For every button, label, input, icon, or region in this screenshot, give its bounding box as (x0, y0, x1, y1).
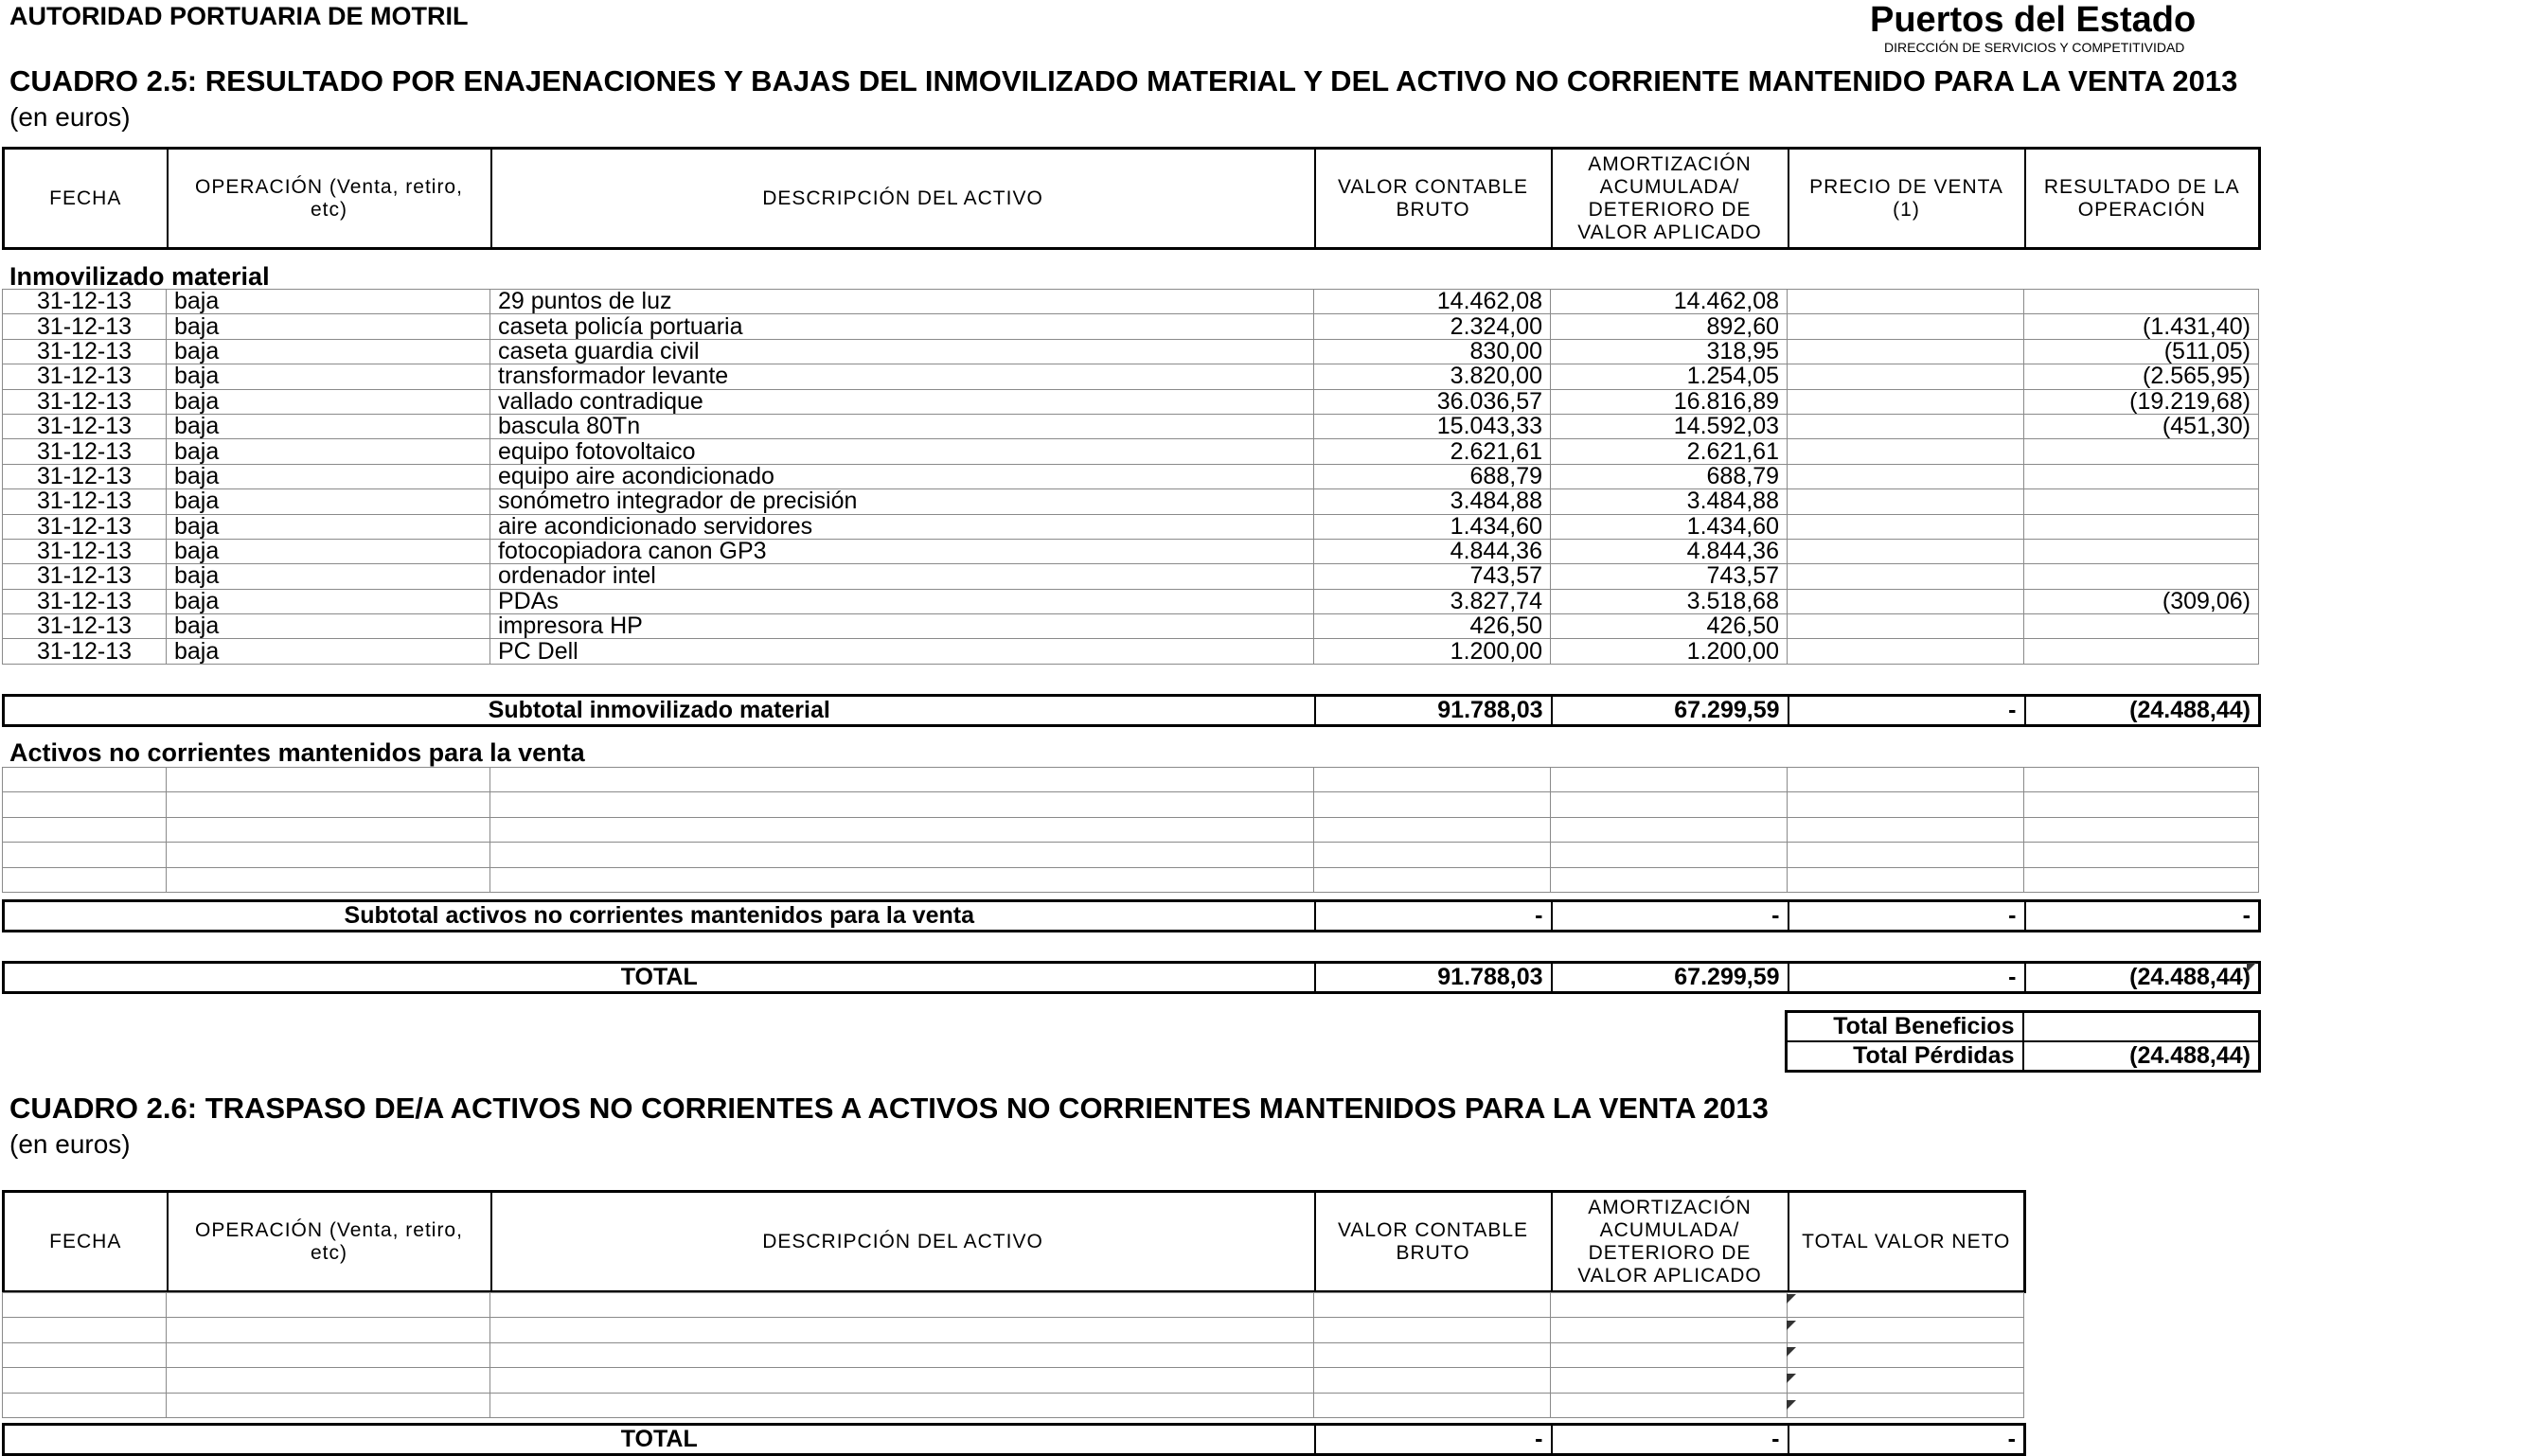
subtotal-precio: - (1788, 696, 2025, 726)
fecha-cell: 31-12-13 (3, 439, 167, 464)
precio-cell (1788, 364, 2024, 389)
col-operacion: OPERACIÓN (Venta, retiro, etc) (168, 149, 491, 249)
empty-row (3, 867, 2259, 892)
subtotal2-label: Subtotal activos no corrientes mantenidos para la venta (4, 901, 1315, 932)
brand-subtitle: DIRECCIÓN DE SERVICIOS Y COMPETITIVIDAD (1884, 40, 2185, 55)
precio-cell (1788, 539, 2024, 563)
valor-cell: 15.043,33 (1314, 414, 1551, 438)
table-row (3, 614, 2259, 639)
organization-name: AUTORIDAD PORTUARIA DE MOTRIL (9, 2, 469, 30)
col-amortizacion: AMORTIZACIÓN ACUMULADA/ DETERIORO DE VALOR APLICADO (1552, 149, 1788, 249)
operacion-cell: baja (167, 439, 490, 464)
descripcion-cell: fotocopiadora canon GP3 (490, 539, 1314, 563)
comment-marker-icon (1787, 1347, 1796, 1357)
table-row (3, 290, 2259, 314)
subtotal-valor: 91.788,03 (1315, 696, 1552, 726)
empty-row (3, 1342, 2024, 1367)
operacion-cell: baja (167, 339, 490, 364)
descripcion-cell: equipo aire acondicionado (490, 464, 1314, 488)
resultado-cell: (19.219,68) (2024, 389, 2259, 414)
amort-cell: 1.434,60 (1551, 514, 1788, 539)
t2-col-amortizacion: AMORTIZACIÓN ACUMULADA/ DETERIORO DE VALOR APLICADO (1552, 1192, 1788, 1292)
col-resultado: RESULTADO DE LA OPERACIÓN (2025, 149, 2260, 249)
t2-col-total-neto: TOTAL VALOR NETO (1788, 1192, 2025, 1292)
empty-row (3, 1393, 2024, 1417)
operacion-cell: baja (167, 514, 490, 539)
fecha-cell: 31-12-13 (3, 514, 167, 539)
col-valor-contable: VALOR CONTABLE BRUTO (1315, 149, 1552, 249)
comment-marker-icon (2247, 963, 2256, 972)
fecha-cell: 31-12-13 (3, 414, 167, 438)
descripcion-cell: impresora HP (490, 614, 1314, 639)
t2-total-valor: - (1315, 1425, 1552, 1455)
precio-cell (1788, 339, 2024, 364)
resultado-cell: (2.565,95) (2024, 364, 2259, 389)
fecha-cell: 31-12-13 (3, 539, 167, 563)
descripcion-cell: PDAs (490, 589, 1314, 613)
amort-cell: 1.200,00 (1551, 639, 1788, 664)
fecha-cell: 31-12-13 (3, 464, 167, 488)
subtotal-resultado: (24.488,44) (2025, 696, 2260, 726)
operacion-cell: baja (167, 614, 490, 639)
amort-cell: 4.844,36 (1551, 539, 1788, 563)
empty-row (3, 792, 2259, 817)
amort-cell: 2.621,61 (1551, 439, 1788, 464)
resultado-cell: (511,05) (2024, 339, 2259, 364)
amort-cell: 3.484,88 (1551, 489, 1788, 514)
subtotal2-resultado: - (2025, 901, 2260, 932)
total-beneficios-label: Total Beneficios (1787, 1012, 2023, 1042)
t2-col-descripcion: DESCRIPCIÓN DEL ACTIVO (491, 1192, 1315, 1292)
table2-body (2, 1292, 2024, 1418)
amort-cell: 892,60 (1551, 314, 1788, 339)
amort-cell: 16.816,89 (1551, 389, 1788, 414)
fecha-cell: 31-12-13 (3, 364, 167, 389)
operacion-cell: baja (167, 414, 490, 438)
descripcion-cell: caseta policía portuaria (490, 314, 1314, 339)
table1-units: (en euros) (9, 102, 131, 132)
subtotal-inmovilizado-row (2, 694, 2261, 727)
total-amort: 67.299,59 (1552, 963, 1788, 993)
t2-col-valor-contable: VALOR CONTABLE BRUTO (1315, 1192, 1552, 1292)
precio-cell (1788, 314, 2024, 339)
descripcion-cell: sonómetro integrador de precisión (490, 489, 1314, 514)
table1-title: CUADRO 2.5: RESULTADO POR ENAJENACIONES Y BAJAS DEL INMOVILIZADO MATERIAL Y DEL ACTIVO NO CORRIENTE MANTENIDO PARA LA VENTA 2013 (9, 64, 2238, 98)
total-resultado: (24.488,44) (2025, 963, 2260, 993)
comment-marker-icon (1787, 1321, 1796, 1330)
fecha-cell: 31-12-13 (3, 639, 167, 664)
precio-cell (1788, 389, 2024, 414)
fecha-cell: 31-12-13 (3, 489, 167, 514)
empty-row (3, 843, 2259, 867)
resultado-cell (2024, 614, 2259, 639)
total-row (2, 961, 2261, 994)
resultado-cell (2024, 564, 2259, 589)
table-row (3, 539, 2259, 563)
amort-cell: 14.592,03 (1551, 414, 1788, 438)
precio-cell (1788, 439, 2024, 464)
table2-title: CUADRO 2.6: TRASPASO DE/A ACTIVOS NO CORRIENTES A ACTIVOS NO CORRIENTES MANTENIDOS PARA LA VENTA 2013 (9, 1092, 1769, 1125)
descripcion-cell: transformador levante (490, 364, 1314, 389)
operacion-cell: baja (167, 539, 490, 563)
empty-row (3, 768, 2259, 792)
table-row (3, 414, 2259, 438)
subtotal2-amort: - (1552, 901, 1788, 932)
comment-marker-icon (1787, 1294, 1796, 1304)
descripcion-cell: vallado contradique (490, 389, 1314, 414)
amort-cell: 14.462,08 (1551, 290, 1788, 314)
table-row (3, 639, 2259, 664)
resultado-cell: (309,06) (2024, 589, 2259, 613)
amort-cell: 3.518,68 (1551, 589, 1788, 613)
operacion-cell: baja (167, 464, 490, 488)
table-row (3, 364, 2259, 389)
valor-cell: 1.200,00 (1314, 639, 1551, 664)
precio-cell (1788, 290, 2024, 314)
brand-logo-text: Puertos del Estado (1870, 0, 2197, 40)
table-row (3, 489, 2259, 514)
empty-row (3, 1318, 2024, 1342)
table-row (3, 514, 2259, 539)
valor-cell: 830,00 (1314, 339, 1551, 364)
fecha-cell: 31-12-13 (3, 564, 167, 589)
operacion-cell: baja (167, 364, 490, 389)
table-row (3, 439, 2259, 464)
col-descripcion: DESCRIPCIÓN DEL ACTIVO (491, 149, 1315, 249)
precio-cell (1788, 489, 2024, 514)
table2-total-row (2, 1423, 2026, 1456)
operacion-cell: baja (167, 389, 490, 414)
t2-total-neto: - (1788, 1425, 2025, 1455)
valor-cell: 2.324,00 (1314, 314, 1551, 339)
resultado-cell: (451,30) (2024, 414, 2259, 438)
table2-units: (en euros) (9, 1129, 131, 1159)
comment-marker-icon (1787, 1400, 1796, 1410)
total-perdidas-label: Total Pérdidas (1787, 1041, 2023, 1072)
precio-cell (1788, 589, 2024, 613)
empty-row (3, 1368, 2024, 1393)
col-precio-venta: PRECIO DE VENTA (1) (1788, 149, 2025, 249)
resultado-cell (2024, 464, 2259, 488)
resultado-cell (2024, 439, 2259, 464)
descripcion-cell: aire acondicionado servidores (490, 514, 1314, 539)
total-label: TOTAL (4, 963, 1315, 993)
valor-cell: 426,50 (1314, 614, 1551, 639)
comment-marker-icon (1787, 1374, 1796, 1383)
table-row (3, 389, 2259, 414)
table-row (3, 464, 2259, 488)
resultado-cell (2024, 639, 2259, 664)
descripcion-cell: caseta guardia civil (490, 339, 1314, 364)
valor-cell: 3.484,88 (1314, 489, 1551, 514)
operacion-cell: baja (167, 489, 490, 514)
resultado-cell (2024, 514, 2259, 539)
operacion-cell: baja (167, 589, 490, 613)
fecha-cell: 31-12-13 (3, 290, 167, 314)
descripcion-cell: equipo fotovoltaico (490, 439, 1314, 464)
valor-cell: 14.462,08 (1314, 290, 1551, 314)
subtotal-label: Subtotal inmovilizado material (4, 696, 1315, 726)
valor-cell: 36.036,57 (1314, 389, 1551, 414)
resultado-cell (2024, 290, 2259, 314)
beneficios-perdidas-box (1785, 1010, 2261, 1073)
valor-cell: 688,79 (1314, 464, 1551, 488)
empty-row (3, 1293, 2024, 1318)
empty-row (3, 817, 2259, 842)
subtotal2-precio: - (1788, 901, 2025, 932)
resultado-cell (2024, 489, 2259, 514)
valor-cell: 743,57 (1314, 564, 1551, 589)
valor-cell: 2.621,61 (1314, 439, 1551, 464)
col-fecha: FECHA (4, 149, 168, 249)
table-row (3, 314, 2259, 339)
precio-cell (1788, 464, 2024, 488)
operacion-cell: baja (167, 564, 490, 589)
table2-header (2, 1190, 2026, 1293)
table1-empty-body (2, 767, 2259, 893)
operacion-cell: baja (167, 290, 490, 314)
t2-col-fecha: FECHA (4, 1192, 168, 1292)
table-row (3, 564, 2259, 589)
section-activos-label: Activos no corrientes mantenidos para la venta (9, 738, 585, 767)
fecha-cell: 31-12-13 (3, 314, 167, 339)
t2-col-operacion: OPERACIÓN (Venta, retiro, etc) (168, 1192, 491, 1292)
precio-cell (1788, 614, 2024, 639)
precio-cell (1788, 514, 2024, 539)
table1-header (2, 147, 2261, 250)
total-perdidas-value: (24.488,44) (2023, 1041, 2260, 1072)
total-valor: 91.788,03 (1315, 963, 1552, 993)
descripcion-cell: PC Dell (490, 639, 1314, 664)
total-precio: - (1788, 963, 2025, 993)
fecha-cell: 31-12-13 (3, 389, 167, 414)
subtotal-activos-row (2, 899, 2261, 932)
descripcion-cell: 29 puntos de luz (490, 290, 1314, 314)
precio-cell (1788, 564, 2024, 589)
amort-cell: 426,50 (1551, 614, 1788, 639)
total-beneficios-value (2023, 1012, 2260, 1042)
resultado-cell (2024, 539, 2259, 563)
fecha-cell: 31-12-13 (3, 614, 167, 639)
amort-cell: 318,95 (1551, 339, 1788, 364)
subtotal-amort: 67.299,59 (1552, 696, 1788, 726)
t2-total-label: TOTAL (4, 1425, 1315, 1455)
section-inmovilizado-label: Inmovilizado material (9, 262, 270, 291)
fecha-cell: 31-12-13 (3, 589, 167, 613)
amort-cell: 688,79 (1551, 464, 1788, 488)
t2-total-amort: - (1552, 1425, 1788, 1455)
valor-cell: 1.434,60 (1314, 514, 1551, 539)
fecha-cell: 31-12-13 (3, 339, 167, 364)
table1-body (2, 289, 2259, 665)
valor-cell: 3.820,00 (1314, 364, 1551, 389)
amort-cell: 1.254,05 (1551, 364, 1788, 389)
operacion-cell: baja (167, 314, 490, 339)
precio-cell (1788, 639, 2024, 664)
descripcion-cell: ordenador intel (490, 564, 1314, 589)
resultado-cell: (1.431,40) (2024, 314, 2259, 339)
valor-cell: 4.844,36 (1314, 539, 1551, 563)
table-row (3, 339, 2259, 364)
descripcion-cell: bascula 80Tn (490, 414, 1314, 438)
valor-cell: 3.827,74 (1314, 589, 1551, 613)
amort-cell: 743,57 (1551, 564, 1788, 589)
subtotal2-valor: - (1315, 901, 1552, 932)
table-row (3, 589, 2259, 613)
operacion-cell: baja (167, 639, 490, 664)
precio-cell (1788, 414, 2024, 438)
